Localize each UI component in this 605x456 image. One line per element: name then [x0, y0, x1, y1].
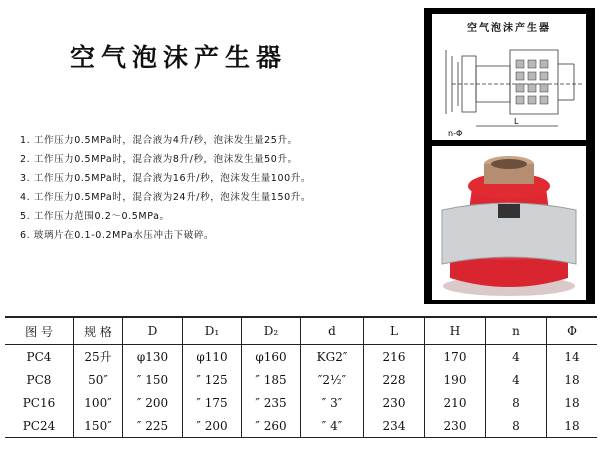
drawing-label-L: L: [514, 117, 519, 126]
table-cell: ″ 225: [123, 414, 183, 438]
spec-item: 1. 工作压力0.5MPa时，混合液为4升/秒，泡沫发生量25升。: [20, 135, 298, 146]
table-cell: 18: [547, 414, 598, 438]
table-cell: 4: [486, 345, 547, 369]
table-row: [5, 368, 597, 391]
column-header: 图 号: [5, 317, 74, 345]
drawing-body: [476, 66, 510, 102]
drawing-title: 空气泡沫产生器: [467, 23, 551, 34]
table-cell: PC8: [26, 372, 52, 387]
table-cell: 170: [425, 345, 486, 369]
table-cell: 230: [364, 391, 425, 414]
drawing-figure: [432, 14, 586, 140]
table-header-row: [5, 317, 597, 345]
table-row: [5, 414, 597, 438]
table-cell: PC16: [22, 395, 56, 410]
column-header: d: [301, 317, 364, 345]
spec-list: [20, 131, 311, 245]
table-cell: 4: [486, 368, 547, 391]
table-cell: ″ 185: [242, 368, 301, 391]
table-cell: 18: [547, 391, 598, 414]
table-cell: 230: [425, 414, 486, 438]
table-cell: ″ 200: [183, 414, 242, 438]
product-image-panel: [424, 8, 595, 304]
spec-item: 3. 工作压力0.5MPa时，混合液为16升/秒，泡沫发生量100升。: [20, 173, 311, 184]
table-row: [5, 391, 597, 414]
table-cell: 8: [486, 414, 547, 438]
table-cell: 8: [486, 391, 547, 414]
table-cell: PC24: [5, 414, 74, 438]
table-cell: φ110: [183, 345, 242, 369]
table-cell: PC4: [26, 349, 52, 364]
drawing-outlet-box: [510, 50, 558, 114]
table-cell: 100″: [74, 391, 123, 414]
column-header: H: [425, 317, 486, 345]
table-cell: ″ 4″: [301, 414, 364, 438]
table-cell: 14: [547, 345, 598, 369]
table-cell: 50″: [74, 368, 123, 391]
spec-table: [5, 316, 597, 438]
table-cell: ″ 3″: [301, 391, 364, 414]
table-cell: 228: [364, 368, 425, 391]
table-cell: ″ 125: [183, 368, 242, 391]
spec-item: 5. 工作压力范围0.2～0.5MPa。: [20, 211, 170, 222]
table-cell: 150″: [74, 414, 123, 438]
table-cell: 25升: [74, 345, 123, 369]
column-header: 规 格: [74, 317, 123, 345]
photo-inlet-opening: [491, 159, 527, 169]
table-cell: 190: [425, 368, 486, 391]
table-cell: KG2″: [301, 345, 364, 369]
spec-item: 6. 玻璃片在0.1-0.2MPa水压冲击下破碎。: [20, 230, 215, 241]
table-cell: ″ 235: [242, 391, 301, 414]
table-cell: ″2½″: [301, 368, 364, 391]
technical-drawing: [432, 14, 586, 140]
column-header: D₂: [242, 317, 301, 345]
table-cell: 18: [547, 368, 598, 391]
column-header: Φ: [547, 317, 598, 345]
photo-nameplate: [498, 204, 520, 218]
column-header: n: [486, 317, 547, 345]
table-cell: 234: [364, 414, 425, 438]
column-header: L: [364, 317, 425, 345]
page-title: 空气泡沫产生器: [70, 43, 288, 72]
table-cell: ″ 260: [242, 414, 301, 438]
drawing-label-n-phi: n-Φ: [448, 129, 463, 138]
column-header: D₁: [183, 317, 242, 345]
table-cell: φ160: [242, 345, 301, 369]
table-cell: 210: [425, 391, 486, 414]
table-cell: ″ 150: [123, 368, 183, 391]
spec-item: 4. 工作压力0.5MPa时，混合液为24升/秒，泡沫发生量150升。: [20, 192, 311, 203]
table-row: [5, 345, 597, 369]
product-photo-svg: [432, 146, 586, 300]
table-cell: φ130: [123, 345, 183, 369]
spec-item: 2. 工作压力0.5MPa时，混合液为8升/秒，泡沫发生量50升。: [20, 154, 298, 165]
table-cell: 216: [364, 345, 425, 369]
drawing-mesh: [516, 60, 548, 104]
product-photo: [432, 146, 586, 300]
column-header: D: [123, 317, 183, 345]
table-cell: ″ 200: [123, 391, 183, 414]
table-cell: ″ 175: [183, 391, 242, 414]
